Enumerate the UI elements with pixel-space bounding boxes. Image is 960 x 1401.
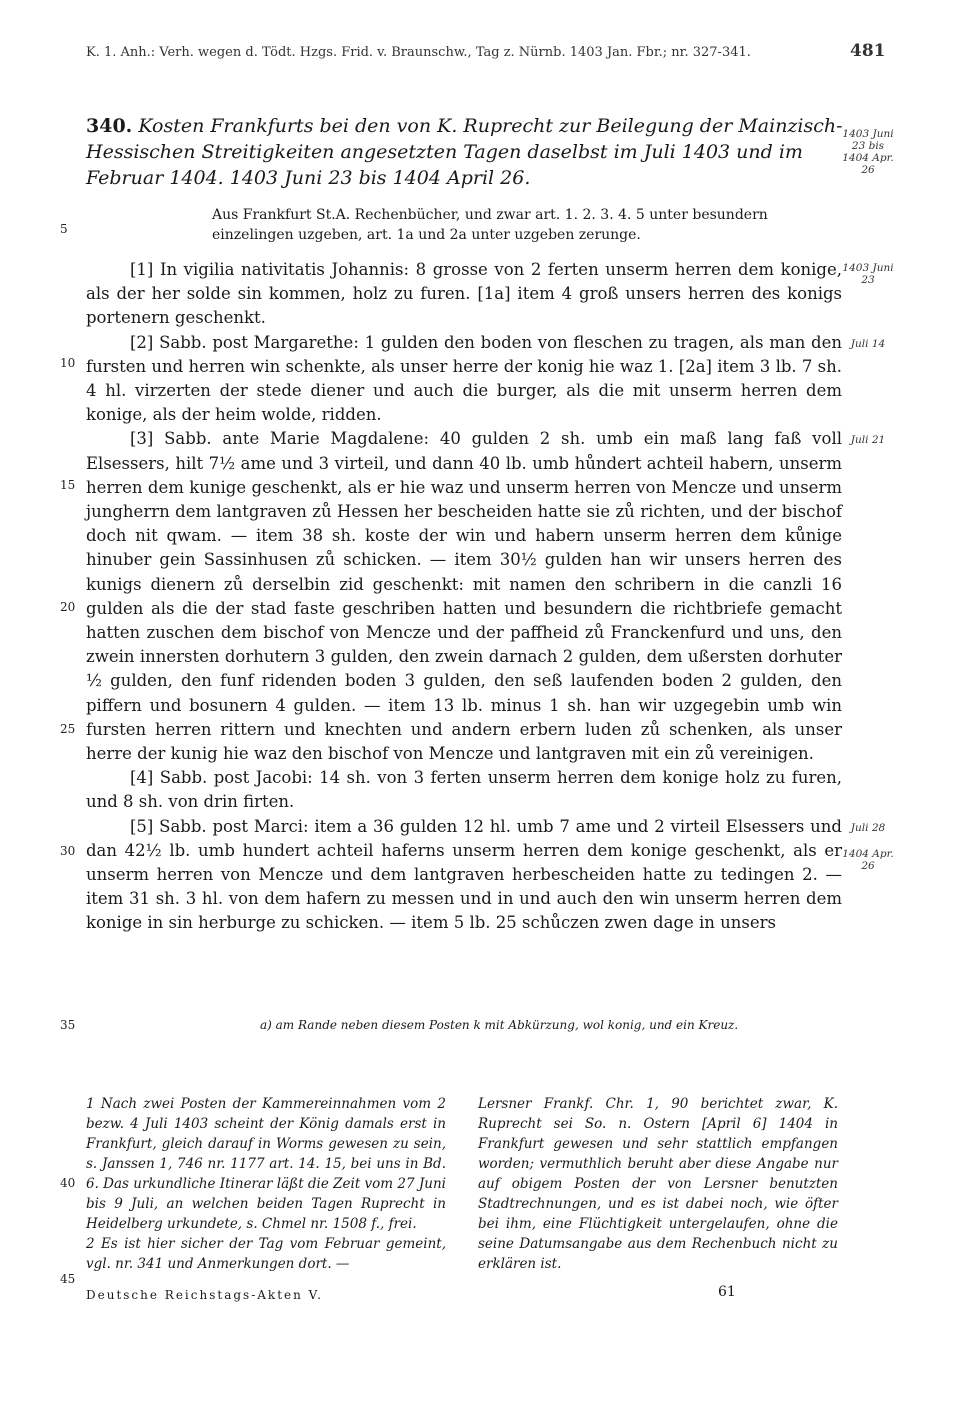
source-note: Aus Frankfurt St.A. Rechenbücher, und zwar art. 1. 2. 3. 4. 5 unter besundern einzelingen uzgeben, art. 1a und 2a unter uzgeben zerunge. xyxy=(212,207,768,243)
line-number: 5 xyxy=(60,222,68,236)
line-number: 30 xyxy=(60,844,76,858)
paragraph-3: [3] Sabb. ante Marie Magdalene: 40 gulden 2 sh. umb ein maß lang faß voll Elsessers, hilt 7½ ame und 3 virteil, und dann 40 lb. umb hůndert achteil habern, unserm herren dem kunige geschenkt, als er hie waz und unserm herren von Mencze und unserm jungherrn dem lantgraven zů Hessen her bescheiden hatte sie zů richten, und der bischof doch nit qwam. — item 38 sh. koste der win und habern unserm herren dem kůnige hinuber gein Sassinhusen zů schicken. — item 30½ gulden han wir unsers herren des kunigs dienern zů derselbin zid geschenkt: mit namen den schribern in die canzli 16 gulden als die der stad faste geschriben hatten und besundern die richtbriefe gemacht hatten zuschen dem bischof von Mencze und der paffheid zů Franckenfurd und uns, den zwein innersten dorhutern 3 gulden, den zwein darnach 2 gulden, dem ußersten dorhuter ½ gulden, den funf ridenden boden 3 gulden, den seß laufenden boden 2 gulden, den piffern und bosunern 4 gulden. — item 13 lb. minus 1 sh. han wir uzgegebin umb win fursten herren rittern und knechten und andern erbern luden zů schenken, als unser herre der kunig hie waz den bischof von Mencze und lantgraven mit ein zů vereinigen. xyxy=(86,429,842,764)
heading-number: 340. xyxy=(86,115,133,137)
page-number: 481 xyxy=(850,41,886,61)
line-number: 45 xyxy=(60,1272,76,1286)
margin-date: 1403 Juni 23 bis 1404 Apr. 26 xyxy=(842,128,894,176)
document-heading xyxy=(86,113,846,191)
footnote-continuation: Lersner Frankf. Chr. 1, 90 berichtet zwar, K. Ruprecht sei So. n. Ostern [April 6] 1404 in Frankfurt gewesen und sehr stattlich empfangen worden; vermuthlich beruht aber diese Angabe nur auf obigem Posten der von Lersner benutzten Stadtrechnungen, und es ist dabei noch, wie öfter bei ihm, eine Flüchtigkeit untergelaufen, ohne die seine Datumsangabe aus dem Rechenbuch nicht zu erklären ist. xyxy=(478,1096,838,1272)
paragraph-1: [1] In vigilia nativitatis Johannis: 8 grosse von 2 ferten unserm herren dem konige, als der her solde sin kommen, holz zu furen. [1a] item 4 groß unsers herren des konigs portenern geschenkt. xyxy=(86,260,842,328)
line-number: 35 xyxy=(60,1018,76,1032)
signature-mark: 61 xyxy=(718,1284,736,1300)
margin-date: 1404 Apr. 26 xyxy=(842,848,894,872)
footnotes-right xyxy=(478,1094,838,1274)
line-number: 40 xyxy=(60,1176,76,1190)
heading-title: Kosten Frankfurts bei den von K. Ruprecht zur Beilegung der Mainzisch-Hessischen Streitigkeiten angesetzten Tagen daselbst im Juli 1403 und im Februar 1404. 1403 Juni 23 bis 1404 April 26. xyxy=(86,115,843,189)
running-head-text: K. 1. Anh.: Verh. wegen d. Tödt. Hzgs. Frid. v. Braunschw., Tag z. Nürnb. 1403 Jan. Fbr.; nr. 327-341. xyxy=(86,45,751,60)
footnotes-left xyxy=(86,1094,446,1274)
line-number: 10 xyxy=(60,356,76,370)
margin-date: 1403 Juni 23 xyxy=(842,262,894,286)
margin-date: Juli 28 xyxy=(850,822,886,834)
printer-line: Deutsche Reichstags-Akten V. xyxy=(86,1288,324,1302)
footnote-1: 1 Nach zwei Posten der Kammereinnahmen vom 2 bezw. 4 Juli 1403 scheint der König damals erst in Frankfurt, gleich darauf in Worms gewesen zu sein, s. Janssen 1, 746 nr. 1177 art. 14. 15, bei uns in Bd. 6. Das urkundliche Itinerar läßt die Zeit vom 27 Juni bis 9 Juli, an welchen beiden Tagen Ruprecht in Heidelberg urkundete, s. Chmel nr. 1508 f., frei. xyxy=(86,1096,446,1232)
paragraph-4: [4] Sabb. post Jacobi: 14 sh. von 3 ferten unserm herren dem konige holz zu furen, und 8 sh. von drin firten. xyxy=(86,768,842,812)
running-head xyxy=(86,41,886,61)
margin-date: Juli 14 xyxy=(850,338,886,350)
line-number: 15 xyxy=(60,478,76,492)
paragraph-5: [5] Sabb. post Marci: item a 36 gulden 12 hl. umb 7 ame und 2 virteil Elsessers und dan 42½ lb. umb hundert achteil haferns unserm herren dem konige geschenkt, als er unserm herren von Mencze und dem lantgraven herbescheiden hatte zu tedingen 2. — item 31 sh. 3 hl. von dem hafern zu messen und in und auch den win unserm herren dem konige in sin herburge zu schicken. — item 5 lb. 25 schůczen zwen dage in unsers xyxy=(86,816,842,933)
line-number: 25 xyxy=(60,722,76,736)
paragraph-2: [2] Sabb. post Margarethe: 1 gulden den boden von fleschen zu tragen, als man den fursten und herren win schenkte, als unser herre der konig hie waz 1. [2a] item 3 lb. 7 sh. 4 hl. virzerten der stede diener und auch die burger, als die mit unserm herren dem konige, als der heim wolde, ridden. xyxy=(86,332,842,425)
line-number: 20 xyxy=(60,600,76,614)
footnote-2: 2 Es ist hier sicher der Tag vom Februar gemeint, vgl. nr. 341 und Anmerkungen dort. — xyxy=(86,1236,446,1272)
variant-note: a) am Rande neben diesem Posten k mit Abkürzung, wol konig, und ein Kreuz. xyxy=(260,1018,739,1032)
main-text xyxy=(86,258,842,936)
margin-date: Juli 21 xyxy=(850,434,886,446)
